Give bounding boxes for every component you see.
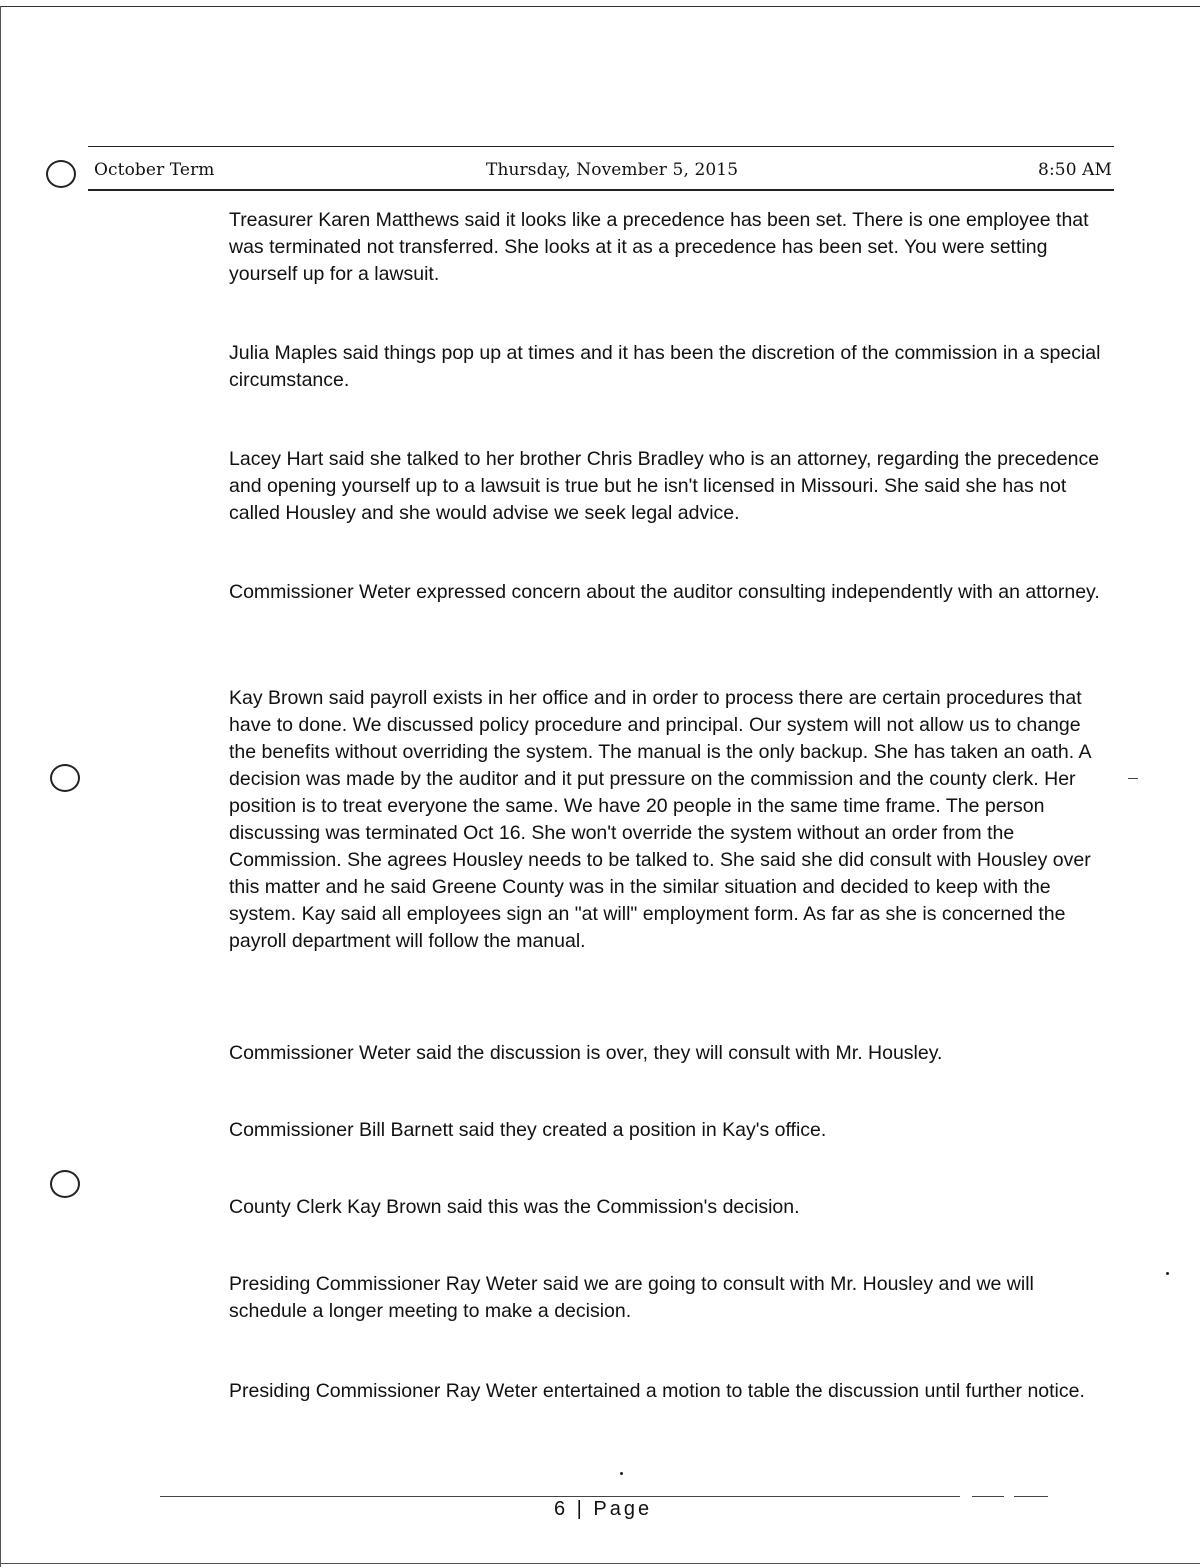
scan-speck	[620, 1472, 623, 1475]
header-rule-top	[88, 146, 1114, 147]
header-date: Thursday, November 5, 2015	[486, 160, 739, 180]
page-header	[88, 146, 1114, 192]
scan-speck	[1166, 1272, 1169, 1275]
paragraph-weter-consult: Presiding Commissioner Ray Weter said we are going to consult with Mr. Housley and we will schedule a longer meeting to make a decision.	[229, 1273, 1034, 1322]
paragraph-weter-over: Commissioner Weter said the discussion is over, they will consult with Mr. Housley.	[229, 1042, 943, 1064]
footer-rule-segment	[1014, 1496, 1048, 1497]
paragraph-brown-payroll: Kay Brown said payroll exists in her office and in order to process there are certain procedures that have to done. We discussed policy procedure and principal. Our system will not allow us to change the benefits without overriding the system. The manual is the only backup. She has taken an oath. A decision was made by the auditor and it put pressure on the commission and the county clerk. Her position is to treat everyone the same. We have 20 people in the same time frame. The person discussing was terminated Oct 16. She won't override the system without an order from the Commission. She agrees Housley needs to be talked to. She said she did consult with Housley over this matter and he said Greene County was in the similar situation and decided to keep with the system. Kay said all employees sign an "at will" employment form. As far as she is concerned the payroll department will follow the manual.	[229, 687, 1091, 952]
punch-hole-icon	[50, 764, 80, 792]
scan-top-edge	[0, 6, 1200, 7]
scan-left-edge	[0, 6, 1, 1567]
footer-rule-segment	[972, 1496, 1004, 1497]
footer-rule	[160, 1496, 960, 1497]
paragraph-barnett: Commissioner Bill Barnett said they created a position in Kay's office.	[229, 1119, 827, 1141]
paragraph-weter-concern: Commissioner Weter expressed concern about the auditor consulting independently with an attorney.	[229, 581, 1100, 603]
header-term: October Term	[94, 160, 215, 180]
page-number: 6 | Page	[554, 1498, 653, 1520]
paragraph-matthews: Treasurer Karen Matthews said it looks like a precedence has been set. There is one employee that was terminated not transferred. She looks at it as a precedence has been set. You were setting yourself up for a lawsuit.	[229, 209, 1089, 285]
scan-bottom-edge	[0, 1563, 1200, 1564]
paragraph-hart: Lacey Hart said she talked to her brother Chris Bradley who is an attorney, regarding the precedence and opening yourself up to a lawsuit is true but he isn't licensed in Missouri. She said she has not called Housley and she would advise we seek legal advice.	[229, 448, 1100, 524]
paragraph-maples: Julia Maples said things pop up at times and it has been the discretion of the commission in a special circumstance.	[229, 342, 1101, 391]
header-rule-bottom	[88, 189, 1114, 191]
paragraph-weter-motion: Presiding Commissioner Ray Weter entertained a motion to table the discussion until further notice.	[229, 1380, 1085, 1402]
punch-hole-icon	[50, 1170, 80, 1198]
header-time: 8:50 AM	[1038, 160, 1112, 180]
scan-dash	[1128, 778, 1138, 779]
paragraph-brown-decision: County Clerk Kay Brown said this was the Commission's decision.	[229, 1196, 800, 1218]
punch-hole-icon	[46, 160, 76, 188]
